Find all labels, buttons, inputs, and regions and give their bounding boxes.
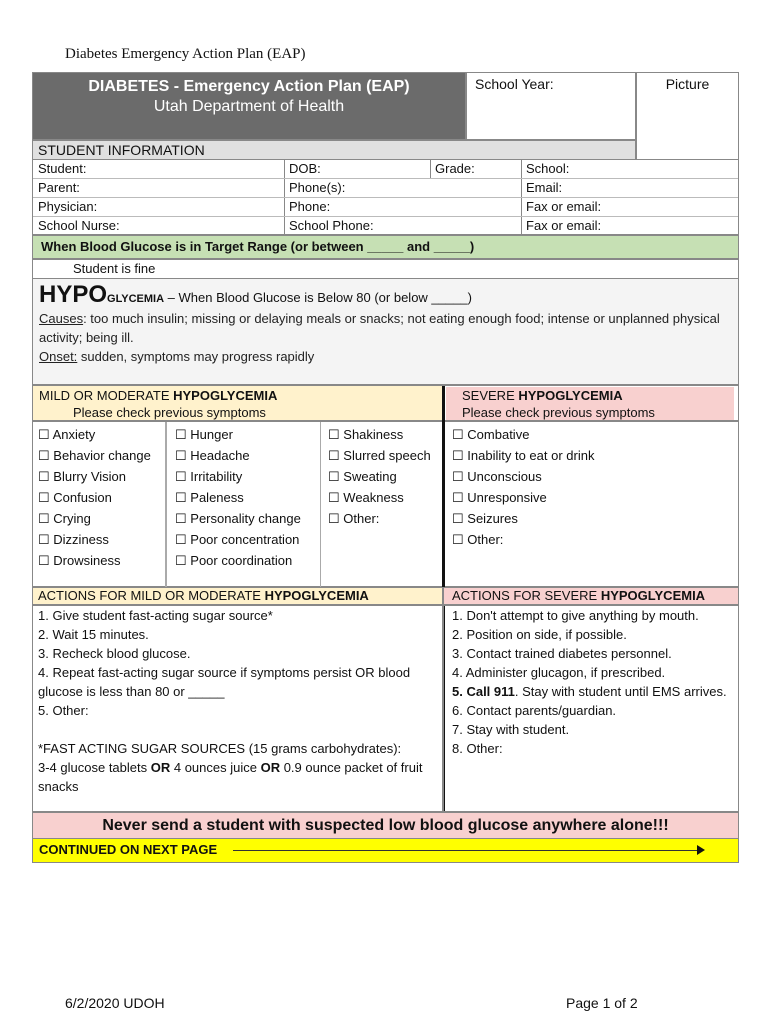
symptom-label: Drowsiness xyxy=(53,553,121,568)
info-field[interactable]: Parent: xyxy=(38,180,80,195)
checkbox-icon[interactable]: ☐ xyxy=(38,469,50,484)
call-911-label: 5. Call 911 xyxy=(452,684,515,699)
action-item: 1. Give student fast-acting sugar source* xyxy=(38,608,273,623)
action-item: *FAST ACTING SUGAR SOURCES (15 grams carbohydrates): xyxy=(38,741,402,756)
hypo-big: HYPO xyxy=(39,281,108,308)
picture-box[interactable]: Picture xyxy=(636,72,739,160)
hypo-section xyxy=(32,278,739,385)
symptom-checkbox[interactable] xyxy=(175,445,301,466)
symptom-checkbox[interactable] xyxy=(452,466,594,487)
checkbox-icon[interactable]: ☐ xyxy=(452,448,464,463)
symptom-label: Sweating xyxy=(343,469,397,484)
severe-heading-a: SEVERE xyxy=(462,388,519,403)
symptom-label: Behavior change xyxy=(53,448,151,463)
student-info-heading: STUDENT INFORMATION xyxy=(32,140,636,160)
causes-label: Causes xyxy=(39,311,84,326)
checkbox-icon[interactable]: ☐ xyxy=(38,448,50,463)
title-block xyxy=(32,72,466,140)
call-911-item xyxy=(452,682,732,701)
warning-banner: Never send a student with suspected low blood glucose anywhere alone!!! xyxy=(32,812,739,839)
form-subtitle: Utah Department of Health xyxy=(153,98,345,115)
checkbox-icon[interactable]: ☐ xyxy=(38,490,50,505)
action-item: 6. Contact parents/guardian. xyxy=(452,703,617,718)
checkbox-icon[interactable]: ☐ xyxy=(328,427,340,442)
checkbox-icon[interactable]: ☐ xyxy=(328,448,340,463)
severe-actions-list xyxy=(443,605,739,812)
hypo-range: – When Blood Glucose is Below 80 (or below _____) xyxy=(164,290,472,305)
checkbox-icon[interactable]: ☐ xyxy=(38,511,50,526)
mild-heading-a: MILD OR MODERATE xyxy=(39,388,174,403)
info-field[interactable]: Email: xyxy=(526,180,563,195)
symptom-label: Slurred speech xyxy=(343,448,431,463)
checkbox-icon[interactable]: ☐ xyxy=(175,427,187,442)
info-field[interactable]: Physician: xyxy=(38,199,98,214)
symptom-checkbox[interactable] xyxy=(328,508,431,529)
divider xyxy=(33,197,738,198)
severe-actions-heading-a: ACTIONS FOR SEVERE xyxy=(452,588,601,603)
arrow-right-icon xyxy=(697,845,705,855)
info-field[interactable]: Grade: xyxy=(435,161,475,176)
sugar-source-part: 4 ounces juice xyxy=(170,760,261,775)
info-field[interactable]: School Nurse: xyxy=(38,218,120,233)
symptom-checkbox[interactable] xyxy=(452,424,594,445)
symptom-checkbox[interactable] xyxy=(175,487,301,508)
symptom-label: Paleness xyxy=(190,490,244,505)
symptoms-area xyxy=(32,421,739,587)
document-header: Diabetes Emergency Action Plan (EAP) xyxy=(65,46,306,62)
call-911-text: . Stay with student until EMS arrives. xyxy=(514,684,727,699)
divider xyxy=(33,216,738,217)
symptom-label: Irritability xyxy=(190,469,243,484)
footer-date: 6/2/2020 UDOH xyxy=(65,995,165,1011)
checkbox-icon[interactable]: ☐ xyxy=(328,469,340,484)
severe-check-text: Please check previous symptoms xyxy=(462,405,655,420)
symptom-label: Weakness xyxy=(343,490,404,505)
info-field[interactable]: School: xyxy=(526,161,570,176)
symptom-checkbox[interactable] xyxy=(452,487,594,508)
symptom-label: Poor concentration xyxy=(190,532,300,547)
severe-actions-heading-b: HYPOGLYCEMIA xyxy=(600,588,706,603)
onset-text: sudden, symptoms may progress rapidly xyxy=(77,349,315,364)
symptom-label: Headache xyxy=(190,448,250,463)
symptom-label: Crying xyxy=(53,511,91,526)
checkbox-icon[interactable]: ☐ xyxy=(175,490,187,505)
severe-actions-heading xyxy=(443,587,739,605)
symptom-checkbox[interactable] xyxy=(452,445,594,466)
symptom-label: Unresponsive xyxy=(467,490,547,505)
symptom-label: Hunger xyxy=(190,427,233,442)
checkbox-icon[interactable]: ☐ xyxy=(38,427,50,442)
checkbox-icon[interactable]: ☐ xyxy=(38,553,50,568)
checkbox-icon[interactable]: ☐ xyxy=(452,469,464,484)
sugar-source-part: OR xyxy=(260,760,281,775)
checkbox-icon[interactable]: ☐ xyxy=(452,490,464,505)
action-item: 4. Repeat fast-acting sugar source if symptoms persist OR blood glucose is less than 80 or _____ xyxy=(38,665,411,699)
info-field[interactable]: Fax or email: xyxy=(526,218,602,233)
checkbox-icon[interactable]: ☐ xyxy=(175,448,187,463)
sugar-sources xyxy=(38,758,434,796)
severe-heading-cell xyxy=(443,385,739,421)
info-field[interactable]: Fax or email: xyxy=(526,199,602,214)
action-item: 2. Wait 15 minutes. xyxy=(38,627,149,642)
symptom-label: Blurry Vision xyxy=(53,469,127,484)
checkbox-icon[interactable]: ☐ xyxy=(175,469,187,484)
checkbox-icon[interactable]: ☐ xyxy=(38,532,50,547)
form-title: DIABETES - Emergency Action Plan (EAP) xyxy=(88,78,410,95)
symptom-checkbox[interactable] xyxy=(38,445,151,466)
checkbox-icon[interactable]: ☐ xyxy=(175,553,187,568)
symptom-label: Anxiety xyxy=(52,427,96,442)
symptom-checkbox[interactable] xyxy=(38,487,151,508)
info-field[interactable]: Student: xyxy=(38,161,87,176)
symptom-label: Other: xyxy=(343,511,380,526)
symptom-checkbox[interactable] xyxy=(175,529,301,550)
symptom-label: Confusion xyxy=(53,490,112,505)
info-field[interactable]: School Phone: xyxy=(289,218,374,233)
checkbox-icon[interactable]: ☐ xyxy=(452,511,464,526)
hypo-small: GLYCEMIA xyxy=(107,293,165,305)
checkbox-icon[interactable]: ☐ xyxy=(175,511,187,526)
checkbox-icon[interactable]: ☐ xyxy=(328,490,340,505)
symptom-checkbox[interactable] xyxy=(452,529,594,550)
symptom-label: Personality change xyxy=(190,511,301,526)
mild-heading-b: HYPOGLYCEMIA xyxy=(173,388,278,403)
divider xyxy=(430,160,431,178)
checkbox-icon[interactable]: ☐ xyxy=(452,532,464,547)
symptom-checkbox[interactable] xyxy=(328,424,431,445)
info-field[interactable]: DOB: xyxy=(289,161,321,176)
symptom-label: Combative xyxy=(467,427,530,442)
sugar-source-part: 3-4 glucose tablets xyxy=(38,760,151,775)
target-range-text: Student is fine xyxy=(32,259,739,279)
action-item: 2. Position on side, if possible. xyxy=(452,627,627,642)
arrow-line xyxy=(233,850,703,851)
symptom-checkbox[interactable] xyxy=(175,550,301,571)
symptom-checkbox[interactable] xyxy=(452,508,594,529)
symptom-checkbox[interactable] xyxy=(175,508,301,529)
severe-heading-b: HYPOGLYCEMIA xyxy=(518,388,623,403)
action-item: 4. Administer glucagon, if prescribed. xyxy=(452,665,666,680)
action-item: 3. Contact trained diabetes personnel. xyxy=(452,646,672,661)
checkbox-icon[interactable]: ☐ xyxy=(452,427,464,442)
causes-text: : too much insulin; missing or delaying meals or snacks; not eating enough food; intense or unplanned physical activity; being ill. xyxy=(39,311,720,345)
symptom-label: Inability to eat or drink xyxy=(467,448,595,463)
mild-heading xyxy=(32,385,443,421)
mild-actions-heading-b: HYPOGLYCEMIA xyxy=(264,588,369,603)
symptom-checkbox[interactable] xyxy=(38,508,151,529)
symptom-checkbox[interactable] xyxy=(328,466,431,487)
symptom-checkbox[interactable] xyxy=(175,466,301,487)
onset-label: Onset: xyxy=(39,349,78,364)
info-field[interactable]: Phone(s): xyxy=(289,180,346,195)
action-item: 7. Stay with student. xyxy=(452,722,570,737)
symptom-label: Other: xyxy=(467,532,504,547)
symptom-label: Dizziness xyxy=(53,532,109,547)
checkbox-icon[interactable]: ☐ xyxy=(175,532,187,547)
mild-actions-list xyxy=(32,605,443,812)
symptom-label: Seizures xyxy=(467,511,518,526)
symptom-checkbox[interactable] xyxy=(328,445,431,466)
symptom-checkbox[interactable] xyxy=(175,424,301,445)
target-range-heading: When Blood Glucose is in Target Range (or between _____ and _____) xyxy=(32,235,739,259)
action-item: 3. Recheck blood glucose. xyxy=(38,646,191,661)
mild-check-text: Please check previous symptoms xyxy=(73,405,266,420)
symptom-checkbox[interactable] xyxy=(38,424,151,445)
symptom-label: Shakiness xyxy=(343,427,404,442)
student-info-table xyxy=(32,159,739,235)
continued-banner xyxy=(32,838,739,863)
footer-page: Page 1 of 2 xyxy=(566,995,638,1011)
action-item: 1. Don't attempt to give anything by mouth. xyxy=(452,608,699,623)
symptom-checkbox[interactable] xyxy=(38,466,151,487)
action-item xyxy=(38,720,434,739)
mild-actions-heading xyxy=(32,587,443,605)
symptom-checkbox[interactable] xyxy=(328,487,431,508)
sugar-source-part: 0.9 ounce packet of fruit snacks xyxy=(38,760,423,794)
mild-actions-heading-a: ACTIONS FOR MILD OR MODERATE xyxy=(38,588,265,603)
symptom-checkbox[interactable] xyxy=(38,550,151,571)
checkbox-icon[interactable]: ☐ xyxy=(328,511,340,526)
school-year-field[interactable]: School Year: xyxy=(466,72,636,140)
symptom-label: Unconscious xyxy=(467,469,542,484)
symptom-label: Poor coordination xyxy=(190,553,293,568)
continued-text: CONTINUED ON NEXT PAGE xyxy=(39,842,218,857)
action-item: 8. Other: xyxy=(452,741,503,756)
info-field[interactable]: Phone: xyxy=(289,199,331,214)
symptom-checkbox[interactable] xyxy=(38,529,151,550)
sugar-source-part: OR xyxy=(150,760,171,775)
action-item: 5. Other: xyxy=(38,703,89,718)
divider xyxy=(33,178,738,179)
